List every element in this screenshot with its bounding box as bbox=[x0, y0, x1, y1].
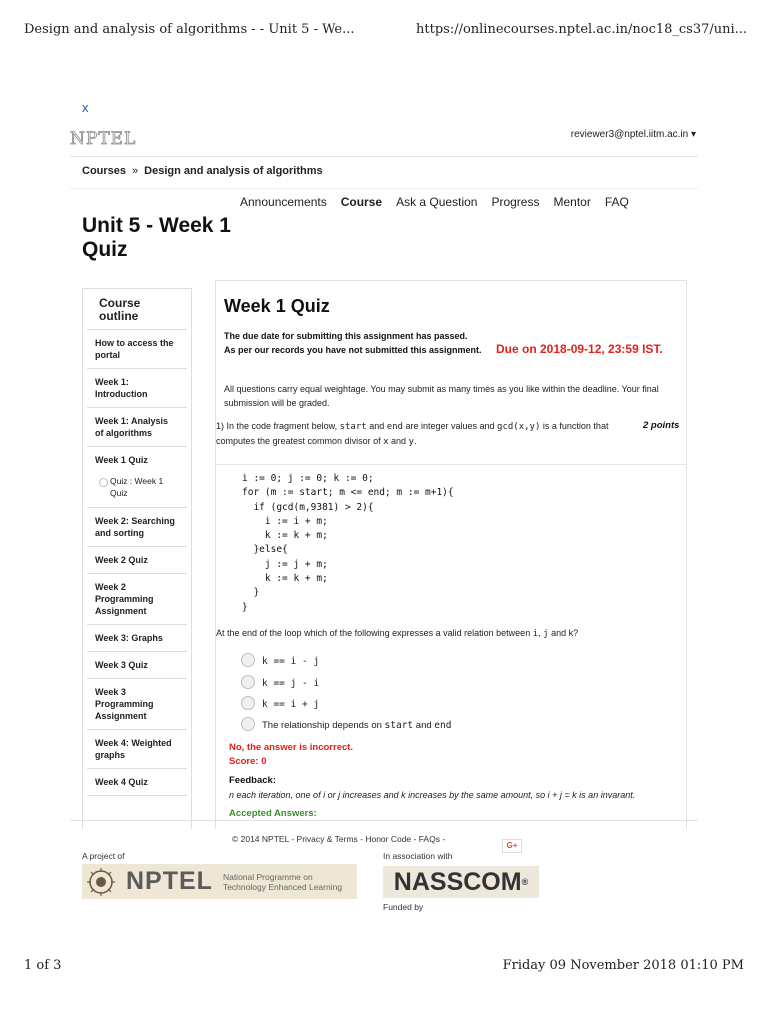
answer-option[interactable] bbox=[241, 678, 319, 689]
tagline-line: Technology Enhanced Learning bbox=[222, 881, 343, 892]
funded-by-label: Funded by bbox=[383, 902, 424, 912]
radio-button[interactable] bbox=[241, 696, 255, 710]
print-date: Friday 09 November 2018 01:10 PM bbox=[502, 958, 744, 973]
course-outline-sidebar bbox=[82, 288, 192, 829]
code-token: x bbox=[383, 437, 389, 447]
nptel-banner[interactable] bbox=[82, 864, 357, 899]
option-label: k == i + j bbox=[262, 699, 320, 710]
sidebar-item[interactable]: Week 2: Searching and sorting bbox=[87, 508, 187, 547]
nav-progress[interactable]: Progress bbox=[491, 195, 540, 209]
nptel-logo[interactable] bbox=[70, 128, 144, 148]
sidebar-item[interactable]: How to access the portal bbox=[87, 330, 187, 369]
sidebar-item[interactable]: Week 1 Quiz bbox=[95, 455, 148, 465]
footer-links[interactable]: © 2014 NPTEL - Privacy & Terms - Honor Code - FAQs - bbox=[232, 834, 446, 844]
registered-mark: ® bbox=[521, 877, 529, 887]
breadcrumb-separator: » bbox=[132, 165, 139, 177]
question-prompt bbox=[216, 628, 676, 639]
divider bbox=[70, 188, 698, 189]
question-part: At the end of the loop which of the following expresses a valid relation between bbox=[216, 628, 533, 638]
association-label: In association with bbox=[383, 851, 453, 861]
score: Score: 0 bbox=[229, 756, 267, 767]
question-part: are integer values and bbox=[402, 421, 498, 431]
answer-option[interactable] bbox=[241, 656, 319, 667]
project-of-label: A project of bbox=[82, 851, 125, 861]
option-part: and bbox=[413, 720, 435, 731]
print-header-title: Design and analysis of algorithms - - Unit 5 - We... bbox=[24, 22, 355, 37]
code-token: y bbox=[408, 437, 414, 447]
sidebar-item[interactable]: Week 4: Weighted graphs bbox=[87, 730, 187, 769]
not-submitted-line: As per our records you have not submitted this assignment. bbox=[224, 345, 482, 355]
due-date: Due on 2018-09-12, 23:59 IST. bbox=[496, 342, 663, 356]
sidebar-item[interactable]: Week 3 Quiz bbox=[87, 652, 187, 679]
nptel-wordmark: NPTEL bbox=[126, 867, 213, 895]
nav-announcements[interactable]: Announcements bbox=[240, 195, 327, 209]
breadcrumb-courses[interactable]: Courses bbox=[82, 165, 127, 177]
answer-option[interactable] bbox=[241, 720, 451, 731]
accepted-answers-label: Accepted Answers: bbox=[229, 808, 317, 819]
code-token: gcd(x,y) bbox=[497, 422, 541, 432]
sidebar-item[interactable]: Week 3: Graphs bbox=[87, 625, 187, 652]
option-label bbox=[262, 720, 451, 731]
answer-option[interactable] bbox=[241, 699, 319, 710]
question-part: In the code fragment below, bbox=[224, 421, 340, 431]
nptel-tagline bbox=[223, 872, 342, 892]
code-token: end bbox=[386, 422, 403, 432]
tagline-line: National Programme on bbox=[222, 871, 313, 882]
code-token: start bbox=[384, 720, 414, 731]
sidebar-item[interactable]: Week 4 Quiz bbox=[87, 769, 187, 796]
code-token: j bbox=[543, 629, 549, 639]
option-label: k == i - j bbox=[262, 656, 320, 667]
user-menu[interactable]: reviewer3@nptel.iitm.ac.in ▾ bbox=[570, 129, 696, 140]
course-nav bbox=[240, 195, 643, 209]
logo-text: NPTEL bbox=[70, 129, 137, 148]
sidebar-item[interactable]: Week 2 Quiz bbox=[87, 547, 187, 574]
sidebar-item[interactable]: Week 2 Programming Assignment bbox=[87, 574, 187, 625]
circle-icon bbox=[99, 478, 108, 487]
question-part: and bbox=[366, 421, 387, 431]
breadcrumb-course[interactable]: Design and analysis of algorithms bbox=[144, 165, 323, 177]
question-points: 2 points bbox=[643, 420, 680, 431]
question-part: , bbox=[538, 628, 544, 638]
sidebar-subitem-label: Quiz : Week 1 Quiz bbox=[110, 476, 164, 498]
divider bbox=[70, 156, 698, 157]
weightage-note: All questions carry equal weightage. You may submit as many times as you like within the deadline. Your final submission will be graded. bbox=[224, 384, 659, 408]
code-token: start bbox=[339, 422, 367, 432]
option-label: k == j - i bbox=[262, 678, 320, 689]
sidebar-item[interactable]: Week 1: Introduction bbox=[87, 369, 187, 408]
question-part: is a function that computes the greatest common divisor of bbox=[216, 421, 609, 446]
option-part: The relationship depends on bbox=[262, 720, 385, 731]
question-text bbox=[216, 419, 616, 449]
question-part: and bbox=[388, 436, 409, 446]
nav-mentor[interactable]: Mentor bbox=[553, 195, 591, 209]
code-block: i := 0; j := 0; k := 0; for (m := start; m <= end; m := m+1){ if (gcd(m,9381) > 2){ i := i + m; k := k + m; }else{ j := j + m; k := k + m; } } bbox=[242, 473, 454, 613]
nav-faq[interactable]: FAQ bbox=[604, 195, 629, 209]
sidebar-item[interactable]: Week 3 Programming Assignment bbox=[87, 679, 187, 730]
result-message: No, the answer is incorrect. bbox=[229, 742, 354, 753]
due-passed-notice bbox=[224, 329, 494, 357]
breadcrumb bbox=[82, 165, 323, 177]
radio-button[interactable] bbox=[241, 675, 255, 689]
radio-button[interactable] bbox=[241, 653, 255, 667]
question-number: 1) bbox=[216, 421, 225, 431]
google-plus-icon[interactable]: G+ bbox=[502, 839, 522, 853]
sidebar-item[interactable]: Week 1: Analysis of algorithms bbox=[87, 408, 187, 447]
page-title: Unit 5 - Week 1 Quiz bbox=[82, 214, 231, 261]
feedback-text: n each iteration, one of i or j increases and k increases by the same amount, so i + j = k is an invarant. bbox=[229, 790, 636, 800]
radio-button[interactable] bbox=[241, 717, 255, 731]
code-token: end bbox=[434, 720, 452, 731]
close-link[interactable]: x bbox=[82, 100, 89, 115]
divider bbox=[216, 464, 686, 465]
nptel-emblem-icon bbox=[84, 867, 118, 897]
nav-ask-question[interactable]: Ask a Question bbox=[396, 195, 478, 209]
feedback-label: Feedback: bbox=[229, 775, 276, 786]
divider bbox=[70, 820, 698, 821]
sidebar-subitem[interactable] bbox=[87, 473, 187, 508]
nasscom-name: NASSCOM bbox=[393, 867, 522, 896]
nav-course[interactable]: Course bbox=[340, 195, 383, 209]
print-header-url: https://onlinecourses.nptel.ac.in/noc18_cs37/uni... bbox=[416, 22, 748, 37]
code-token: i bbox=[532, 629, 539, 639]
quiz-title: Week 1 Quiz bbox=[224, 296, 330, 316]
question-part: and k? bbox=[548, 628, 579, 638]
due-passed-line: The due date for submitting this assignment has passed. bbox=[224, 331, 468, 341]
question-part: . bbox=[413, 436, 417, 446]
print-page-number: 1 of 3 bbox=[24, 958, 62, 973]
sidebar-title: Course outline bbox=[87, 289, 187, 330]
nasscom-wordmark bbox=[383, 866, 539, 898]
